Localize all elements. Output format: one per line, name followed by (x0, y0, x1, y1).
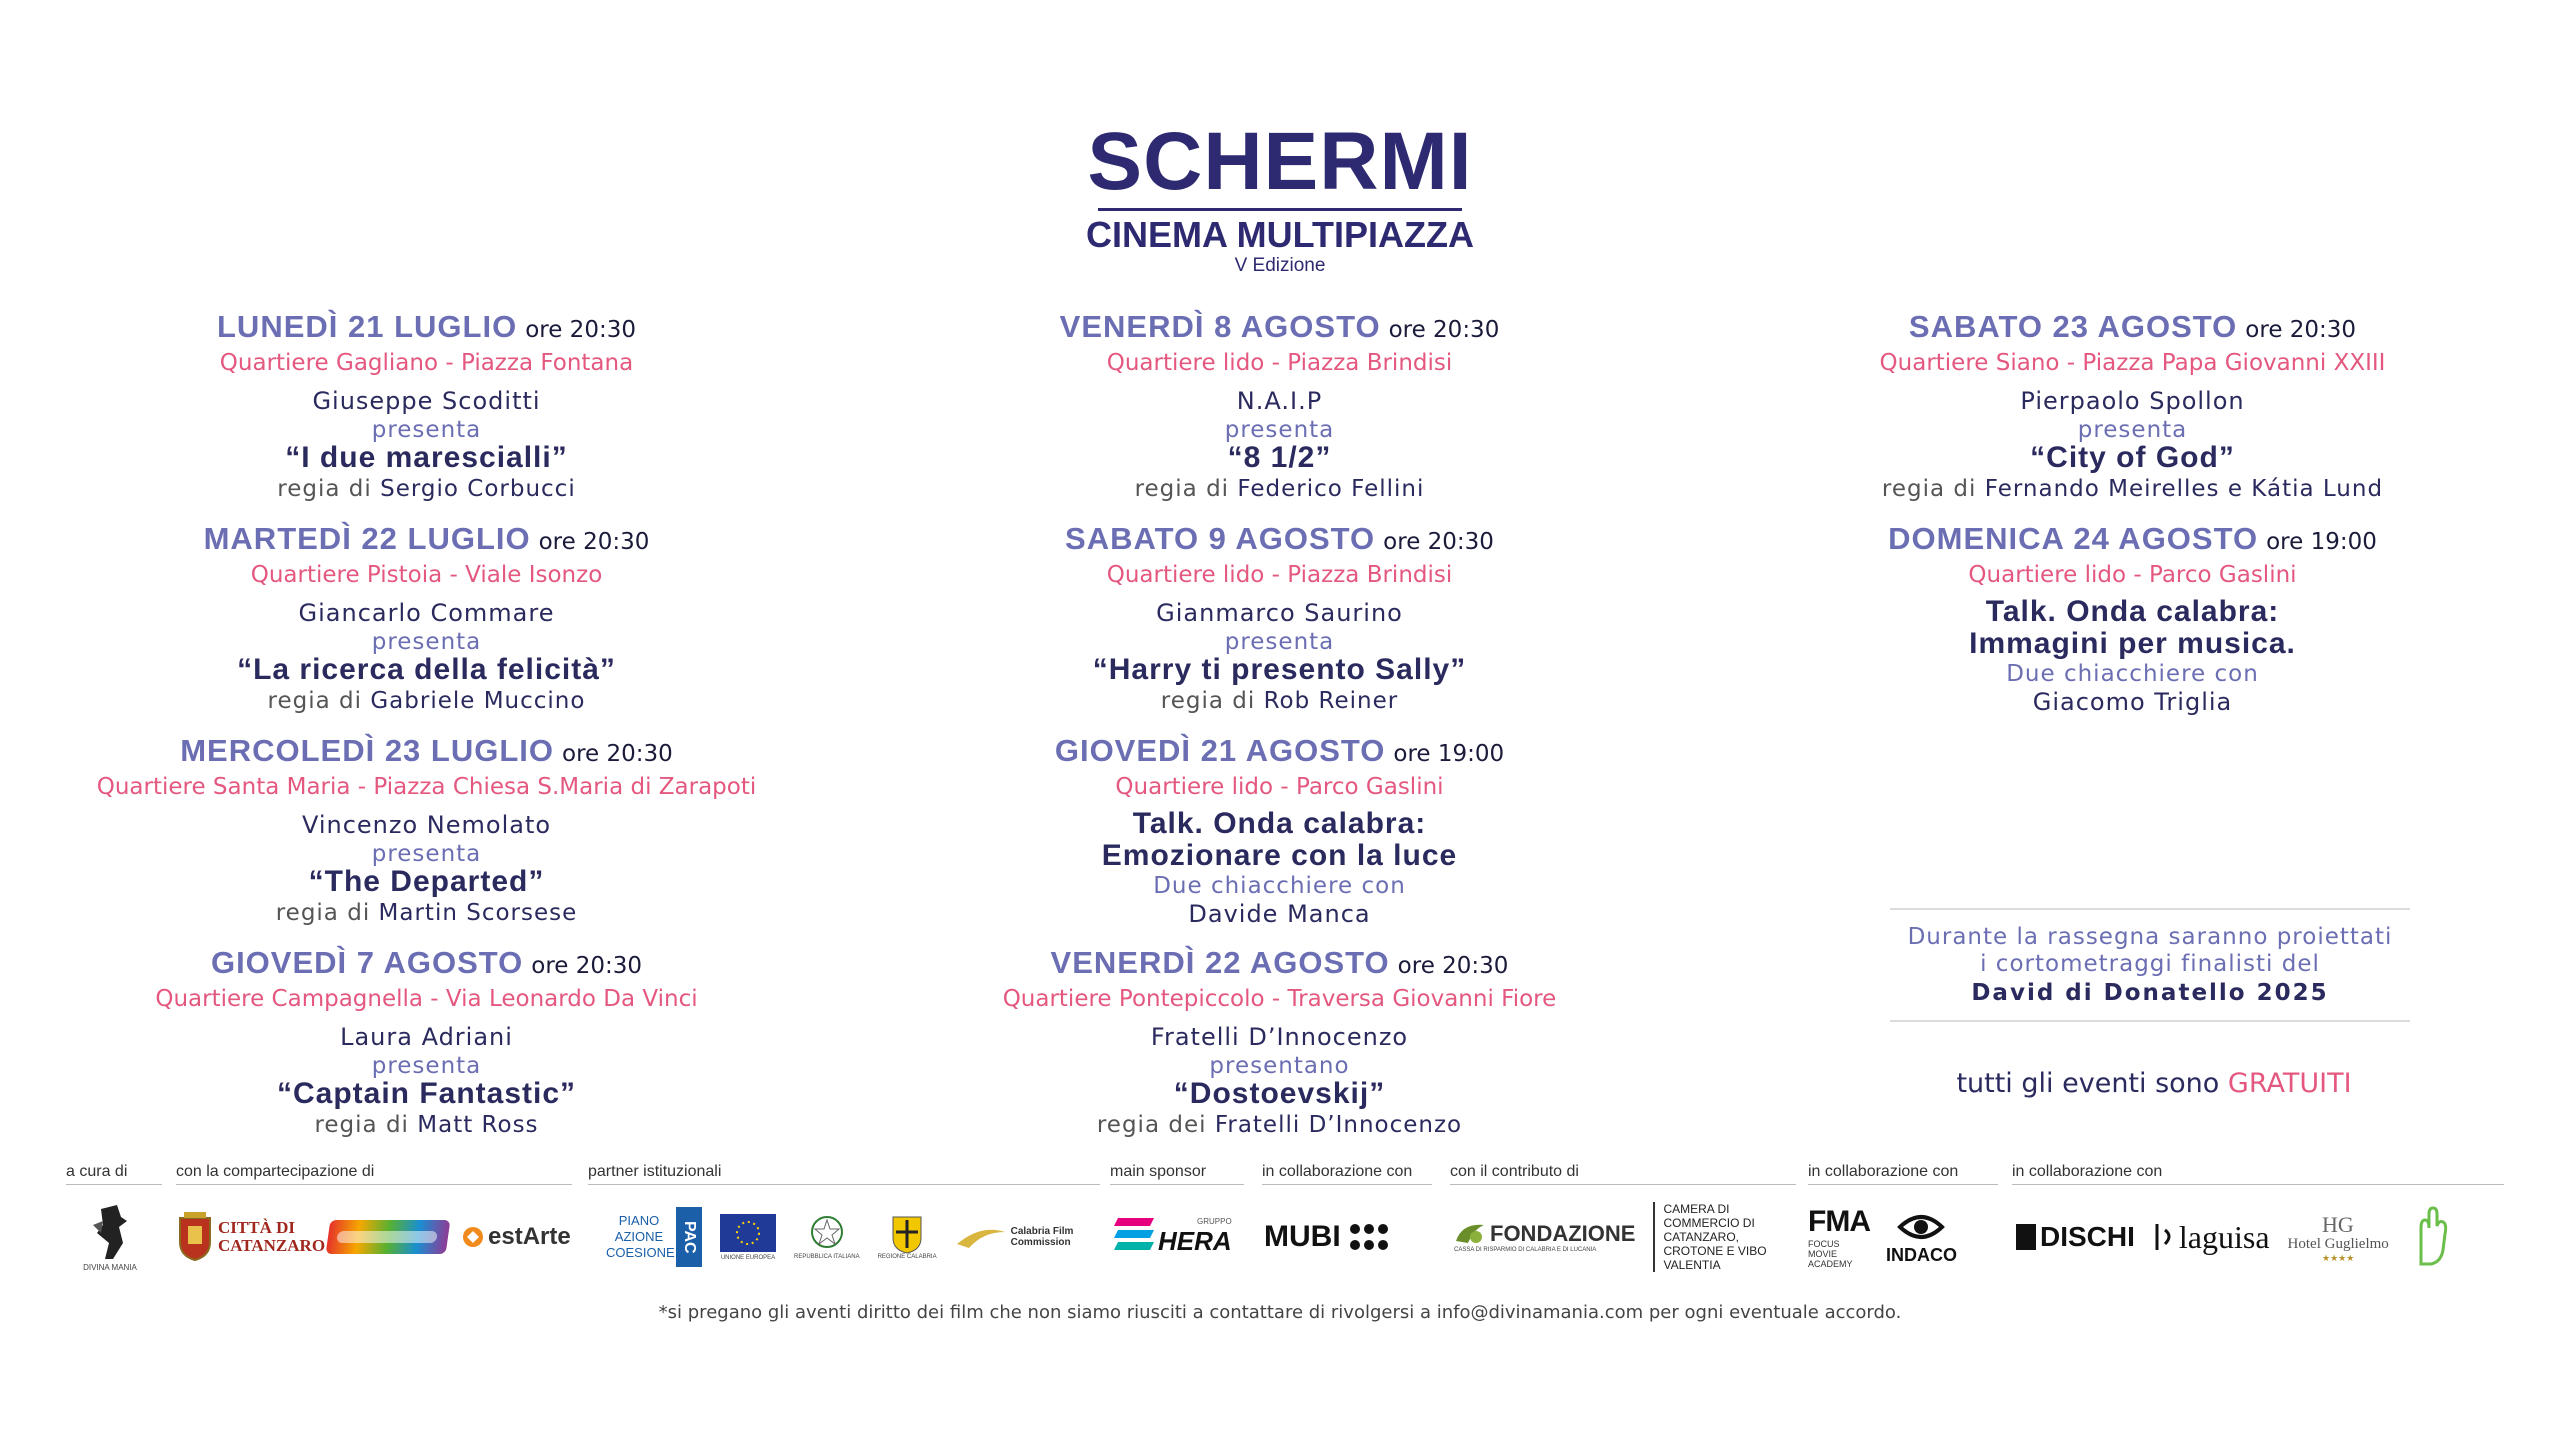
regione-crest-icon (890, 1214, 924, 1254)
event-time: ore 20:30 (531, 953, 643, 979)
catanzaro-text: CITTÀ DI CATANZARO (218, 1218, 326, 1255)
hera-logo (1112, 1214, 1232, 1260)
cfc-logo (955, 1222, 1075, 1252)
event-film-title: “The Departed” (308, 865, 545, 898)
regione-text: REGIONE CALABRIA (877, 1254, 937, 1260)
event-film-title: “I due marescialli” (285, 441, 568, 474)
event-venue: Quartiere lido - Piazza Brindisi (1106, 350, 1453, 376)
hotel-guglielmo-logo (2288, 1210, 2389, 1264)
hand-logo (2407, 1206, 2457, 1268)
logos-institutional (606, 1200, 1106, 1274)
colorful-wordmark-icon (331, 1225, 444, 1249)
group-label: con la compartecipazione di (176, 1163, 375, 1180)
eu-flag-icon (720, 1214, 776, 1252)
event-film-title: “Captain Fantastic” (276, 1077, 577, 1110)
indaco-text: INDACO (1885, 1244, 1957, 1265)
logos-collab-1 (1264, 1200, 1434, 1274)
talk-guest: Davide Manca (1188, 900, 1371, 928)
event-director: Fernando Meirelles e Kátia Lund (1984, 476, 2384, 502)
event-time: ore 20:30 (538, 529, 650, 555)
estarte-text: estArte (488, 1223, 571, 1250)
logos-contribution (1454, 1200, 1800, 1274)
event-presenter: Pierpaolo Spollon (2020, 387, 2245, 415)
repubblica-logo (794, 1214, 860, 1260)
cfc-swoosh-icon (955, 1222, 1007, 1252)
group-label: in collaborazione con (1808, 1163, 1959, 1180)
hotel-stars-icon: ★★★★ (2322, 1253, 2355, 1263)
event-date: GIOVEDÌ 21 AGOSTO (1054, 733, 1386, 768)
notice-line-1: Durante la rassegna saranno proiettati (1907, 924, 2393, 950)
event-film-title: “Harry ti presento Sally” (1092, 653, 1467, 686)
catanzaro-logo (176, 1212, 326, 1262)
talk-title: Talk. Onda calabra: (1985, 595, 2280, 628)
director-role: regia di (277, 476, 372, 502)
event-time: ore 20:30 (1397, 953, 1509, 979)
event-presents: presenta (371, 1053, 482, 1079)
logos-collab-3 (2014, 1200, 2514, 1274)
repubblica-text: REPUBBLICA ITALIANA (794, 1254, 860, 1260)
group-label: main sponsor (1110, 1163, 1207, 1180)
group-label: con il contributo di (1450, 1163, 1579, 1180)
event-venue: Quartiere Campagnella - Via Leonardo Da Vinci (155, 986, 698, 1012)
event-time: ore 20:30 (1383, 529, 1494, 555)
cfc-text: Calabria Film Commission (1010, 1226, 1074, 1248)
event-director: Matt Ross (417, 1112, 539, 1138)
laguisa-logo (2153, 1219, 2270, 1256)
estarte-logo (462, 1223, 571, 1251)
event-presenter: Laura Adriani (340, 1023, 513, 1051)
divinamania-icon (87, 1203, 133, 1261)
event-venue: Quartiere Pontepiccolo - Traversa Giovanni Fiore (1002, 986, 1557, 1012)
hera-group-text: GRUPPO (1197, 1217, 1232, 1226)
event-presenter: Vincenzo Nemolato (301, 811, 552, 839)
event-date: SABATO 23 AGOSTO (1908, 309, 2238, 344)
fma-logo (1808, 1205, 1870, 1269)
event-presents: presenta (371, 417, 482, 443)
event-card-talk (1706, 522, 2559, 716)
hera-stripes-icon (1112, 1214, 1156, 1260)
event-date: VENERDÌ 22 AGOSTO (1050, 945, 1390, 980)
event-presents: presenta (2077, 417, 2188, 443)
event-date: VENERDÌ 8 AGOSTO (1059, 309, 1381, 344)
event-presents: presenta (371, 629, 482, 655)
camera-commercio-logo: CAMERA DI COMMERCIO DI CATANZARO, CROTONE E VIBO VALENTIA (1653, 1202, 1800, 1272)
indaco-eye-icon (1896, 1209, 1946, 1245)
event-presents: presentano (1209, 1053, 1350, 1079)
mubi-logo (1264, 1220, 1391, 1254)
event-director: Rob Reiner (1263, 688, 1399, 714)
event-date: DOMENICA 24 AGOSTO (1888, 521, 2259, 556)
event-venue: Quartiere lido - Parco Gaslini (1115, 774, 1444, 800)
event-venue: Quartiere lido - Piazza Brindisi (1106, 562, 1453, 588)
logos-main-sponsor (1112, 1200, 1242, 1274)
event-presents: presenta (1224, 629, 1335, 655)
event-card-talk (853, 734, 1706, 928)
event-date: LUNEDÌ 21 LUGLIO (217, 309, 518, 344)
pac-badge: PAC (676, 1207, 702, 1267)
group-label: partner istituzionali (588, 1163, 722, 1180)
director-role: regia di (267, 688, 363, 714)
hotel-monogram-icon (2318, 1210, 2358, 1236)
sponsor-group-collab-3 (2012, 1162, 2504, 1185)
free-highlight: GRATUITI (2227, 1068, 2352, 1099)
notice-line-2: i cortometraggi finalisti del (1980, 951, 2320, 977)
logos-curator (60, 1200, 160, 1274)
event-card (853, 522, 1706, 716)
group-label: in collaborazione con (2012, 1163, 2163, 1180)
event-presenter: N.A.I.P (1236, 387, 1323, 415)
event-card (0, 946, 853, 1140)
pac-logo (606, 1207, 702, 1267)
hera-text: HERA (1158, 1226, 1232, 1256)
page-title: SCHERMI (1087, 116, 1473, 207)
logos-collab-2 (1808, 1200, 2004, 1274)
talk-chat-label: Due chiacchiere con (1153, 873, 1406, 899)
events-column-1 (0, 310, 853, 1140)
event-time: ore 20:30 (525, 317, 636, 343)
laguisa-mark-icon (2153, 1222, 2175, 1252)
page-subtitle: CINEMA MULTIPIAZZA (1086, 214, 1474, 255)
fondazione-logo (1454, 1221, 1635, 1253)
sponsor-group-contribution (1450, 1162, 1796, 1185)
group-label: a cura di (66, 1163, 128, 1180)
event-presenter: Fratelli D’Innocenzo (1150, 1023, 1409, 1051)
director-role: regia di (275, 900, 371, 926)
svg-text:HG: HG (2322, 1212, 2354, 1236)
director-role: regia dei (1096, 1112, 1207, 1138)
footnote: *si pregano gli aventi diritto dei film che non siamo riusciti a contattare di rivolgersi a info@divinamania.com per ogni eventuale accordo. (658, 1302, 1902, 1323)
talk-title: Talk. Onda calabra: (1132, 807, 1427, 840)
group-label: in collaborazione con (1262, 1163, 1413, 1180)
talk-subtitle: Immagini per musica. (1969, 627, 2296, 660)
event-time: ore 20:30 (2245, 317, 2357, 343)
catanzaro-events-logo (326, 1220, 451, 1254)
green-hand-icon (2407, 1206, 2457, 1268)
free-events-note (1706, 1068, 2560, 1099)
hotel-text: Hotel Guglielmo (2287, 1236, 2389, 1252)
sponsor-group-curator (66, 1162, 162, 1185)
event-film-title: “La ricerca della felicità” (237, 653, 616, 686)
event-date: MARTEDÌ 22 LUGLIO (203, 521, 531, 556)
divinamania-text: DIVINA MANIA (83, 1262, 137, 1272)
event-card (853, 946, 1706, 1140)
mubi-text: MUBI (1264, 1220, 1341, 1253)
repubblica-emblem-icon (809, 1214, 845, 1254)
event-date: MERCOLEDÌ 23 LUGLIO (180, 733, 555, 768)
event-card (1706, 310, 2559, 504)
event-card (853, 310, 1706, 504)
sponsor-group-copartnership (176, 1162, 572, 1185)
fondazione-text: FONDAZIONE (1490, 1221, 1636, 1246)
event-director: Federico Fellini (1237, 476, 1425, 502)
sponsor-group-institutional (588, 1162, 1100, 1185)
event-presenter: Giuseppe Scoditti (312, 387, 541, 415)
laguisa-text: laguisa (2178, 1218, 2270, 1255)
event-presents: presenta (1224, 417, 1335, 443)
event-card (0, 734, 853, 928)
free-prefix: tutti gli eventi sono (1956, 1068, 2220, 1099)
fma-subtext: FOCUS MOVIE ACADEMY (1808, 1239, 1853, 1269)
fma-text: FMA (1808, 1205, 1870, 1238)
catanzaro-crest-icon (176, 1212, 214, 1262)
event-director: Martin Scorsese (378, 900, 578, 926)
event-card (0, 522, 853, 716)
event-card (0, 310, 853, 504)
director-role: regia di (314, 1112, 409, 1138)
david-notice (1890, 908, 2410, 1022)
event-film-title: “City of God” (2030, 441, 2235, 474)
event-presenter: Gianmarco Saurino (1156, 599, 1403, 627)
indaco-logo (1886, 1209, 1957, 1266)
event-venue: Quartiere Siano - Piazza Papa Giovanni XXIII (1879, 350, 2386, 376)
event-presenter: Giancarlo Commare (298, 599, 555, 627)
dischi-logo (2014, 1221, 2135, 1253)
event-date: GIOVEDÌ 7 AGOSTO (210, 945, 524, 980)
event-director: Gabriele Muccino (370, 688, 586, 714)
event-venue: Quartiere lido - Parco Gaslini (1968, 562, 2297, 588)
event-director: Sergio Corbucci (380, 476, 576, 502)
title-divider (1098, 208, 1462, 211)
talk-subtitle: Emozionare con la luce (1101, 839, 1458, 872)
event-film-title: “8 1/2” (1227, 441, 1332, 474)
event-time: ore 19:00 (2266, 529, 2377, 555)
sponsor-group-collab-1 (1262, 1162, 1432, 1185)
talk-chat-label: Due chiacchiere con (2006, 661, 2259, 687)
event-date: SABATO 9 AGOSTO (1065, 521, 1376, 556)
eu-text: UNIONE EUROPEA (720, 1254, 776, 1261)
talk-guest: Giacomo Triglia (2032, 688, 2233, 716)
event-presents: presenta (371, 841, 482, 867)
event-director: Fratelli D’Innocenzo (1214, 1112, 1463, 1138)
edition-label: V Edizione (1234, 255, 1326, 276)
header (0, 118, 2560, 277)
logos-copartnership (176, 1200, 576, 1274)
dischi-text: DISCHI (2040, 1221, 2135, 1252)
event-time: ore 20:30 (562, 741, 673, 767)
event-venue: Quartiere Pistoia - Viale Isonzo (250, 562, 603, 588)
notice-line-3: David di Donatello 2025 (1971, 980, 2329, 1006)
event-film-title: “Dostoevskij” (1173, 1077, 1386, 1110)
fondazione-icon (1454, 1221, 1486, 1247)
sponsor-group-main (1110, 1162, 1244, 1185)
divinamania-logo (60, 1203, 160, 1272)
director-role: regia di (1881, 476, 1977, 502)
event-time: ore 19:00 (1393, 741, 1505, 767)
sponsor-group-collab-2 (1808, 1162, 1998, 1185)
pac-text: PIANO AZIONE COESIONE (606, 1213, 675, 1260)
fondazione-subtext: CASSA DI RISPARMIO DI CALABRIA E DI LUCANIA (1454, 1247, 1597, 1253)
events-column-2 (853, 310, 1706, 1140)
eu-logo (720, 1214, 776, 1261)
event-time: ore 20:30 (1388, 317, 1500, 343)
event-venue: Quartiere Santa Maria - Piazza Chiesa S.Maria di Zarapoti (96, 774, 757, 800)
event-venue: Quartiere Gagliano - Piazza Fontana (219, 350, 634, 376)
mubi-dots-icon (1349, 1223, 1391, 1251)
events-column-3 (1706, 310, 2559, 716)
dischi-block-icon (2014, 1222, 2038, 1252)
director-role: regia di (1160, 688, 1256, 714)
director-role: regia di (1134, 476, 1230, 502)
estarte-icon (462, 1226, 484, 1248)
regione-logo (878, 1214, 937, 1260)
